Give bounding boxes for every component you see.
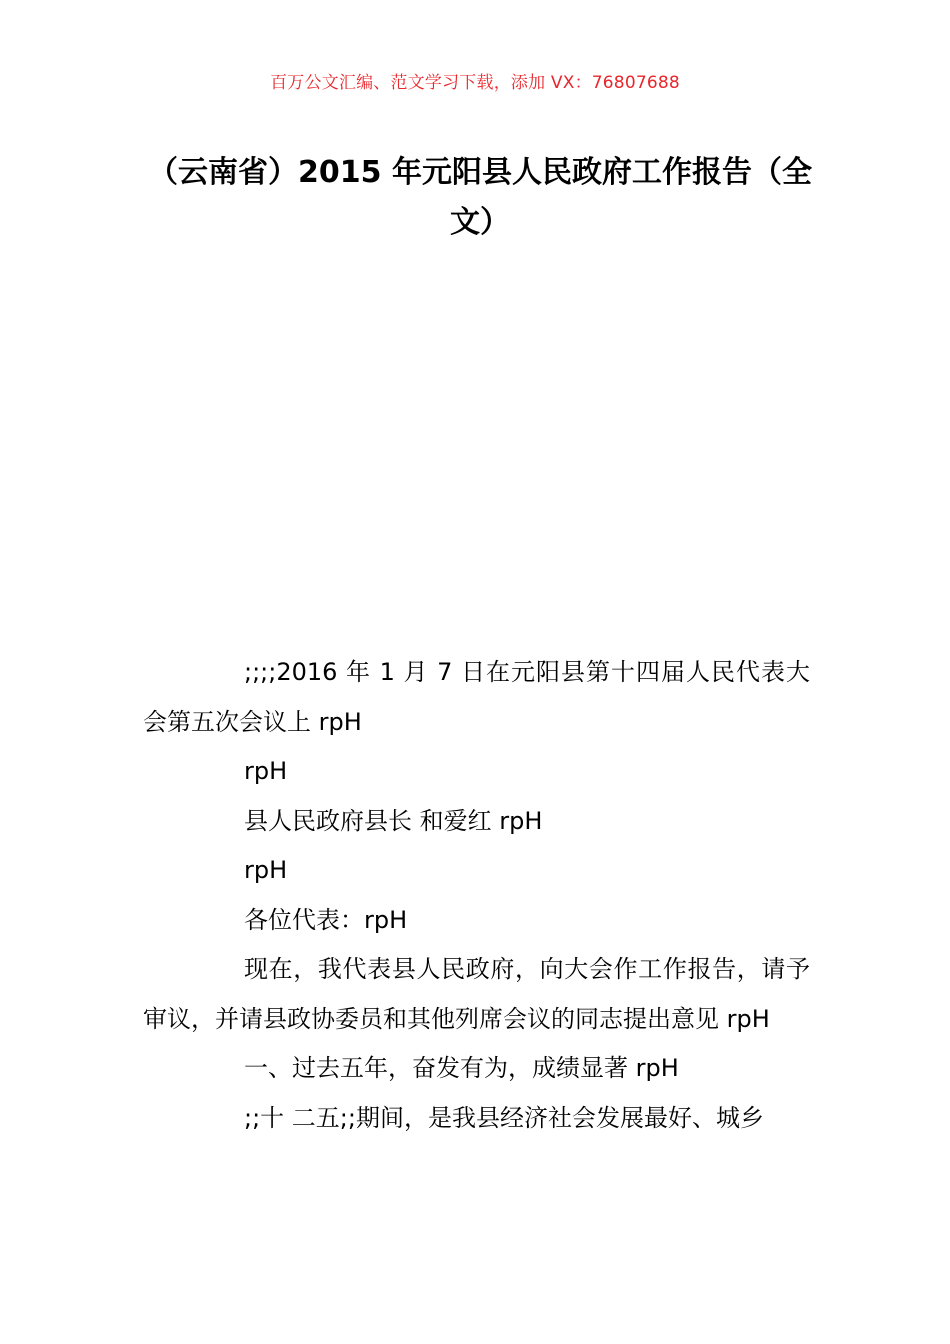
paragraph-intro: 现在，我代表县人民政府，向大会作工作报告，请予审议，并请县政协委员和其他列席会议的同志提出意见 rpH [143, 955, 810, 1033]
paragraph-body: ;;十 二五;;期间，是我县经济社会发展最好、城乡 [244, 1103, 764, 1132]
paragraph-salutation: 各位代表：rpH [244, 905, 408, 934]
paragraph-spacer: rpH [244, 757, 288, 785]
paragraph-speaker: 县人民政府县长 和爱红 rpH [244, 806, 543, 835]
paragraph-meeting-info: ;;;;2016 年 1 月 7 日在元阳县第十四届人民代表大会第五次会议上 rpH [143, 658, 810, 736]
paragraph-spacer: rpH [244, 856, 288, 884]
document-title: （云南省）2015 年元阳县人民政府工作报告（全文） [148, 155, 812, 240]
header-note: 百万公文汇编、范文学习下载，添加 VX：76807688 [270, 73, 680, 93]
document-body [143, 648, 810, 1143]
paragraph-section-heading: 一、过去五年，奋发有为，成绩显著 rpH [244, 1054, 679, 1082]
